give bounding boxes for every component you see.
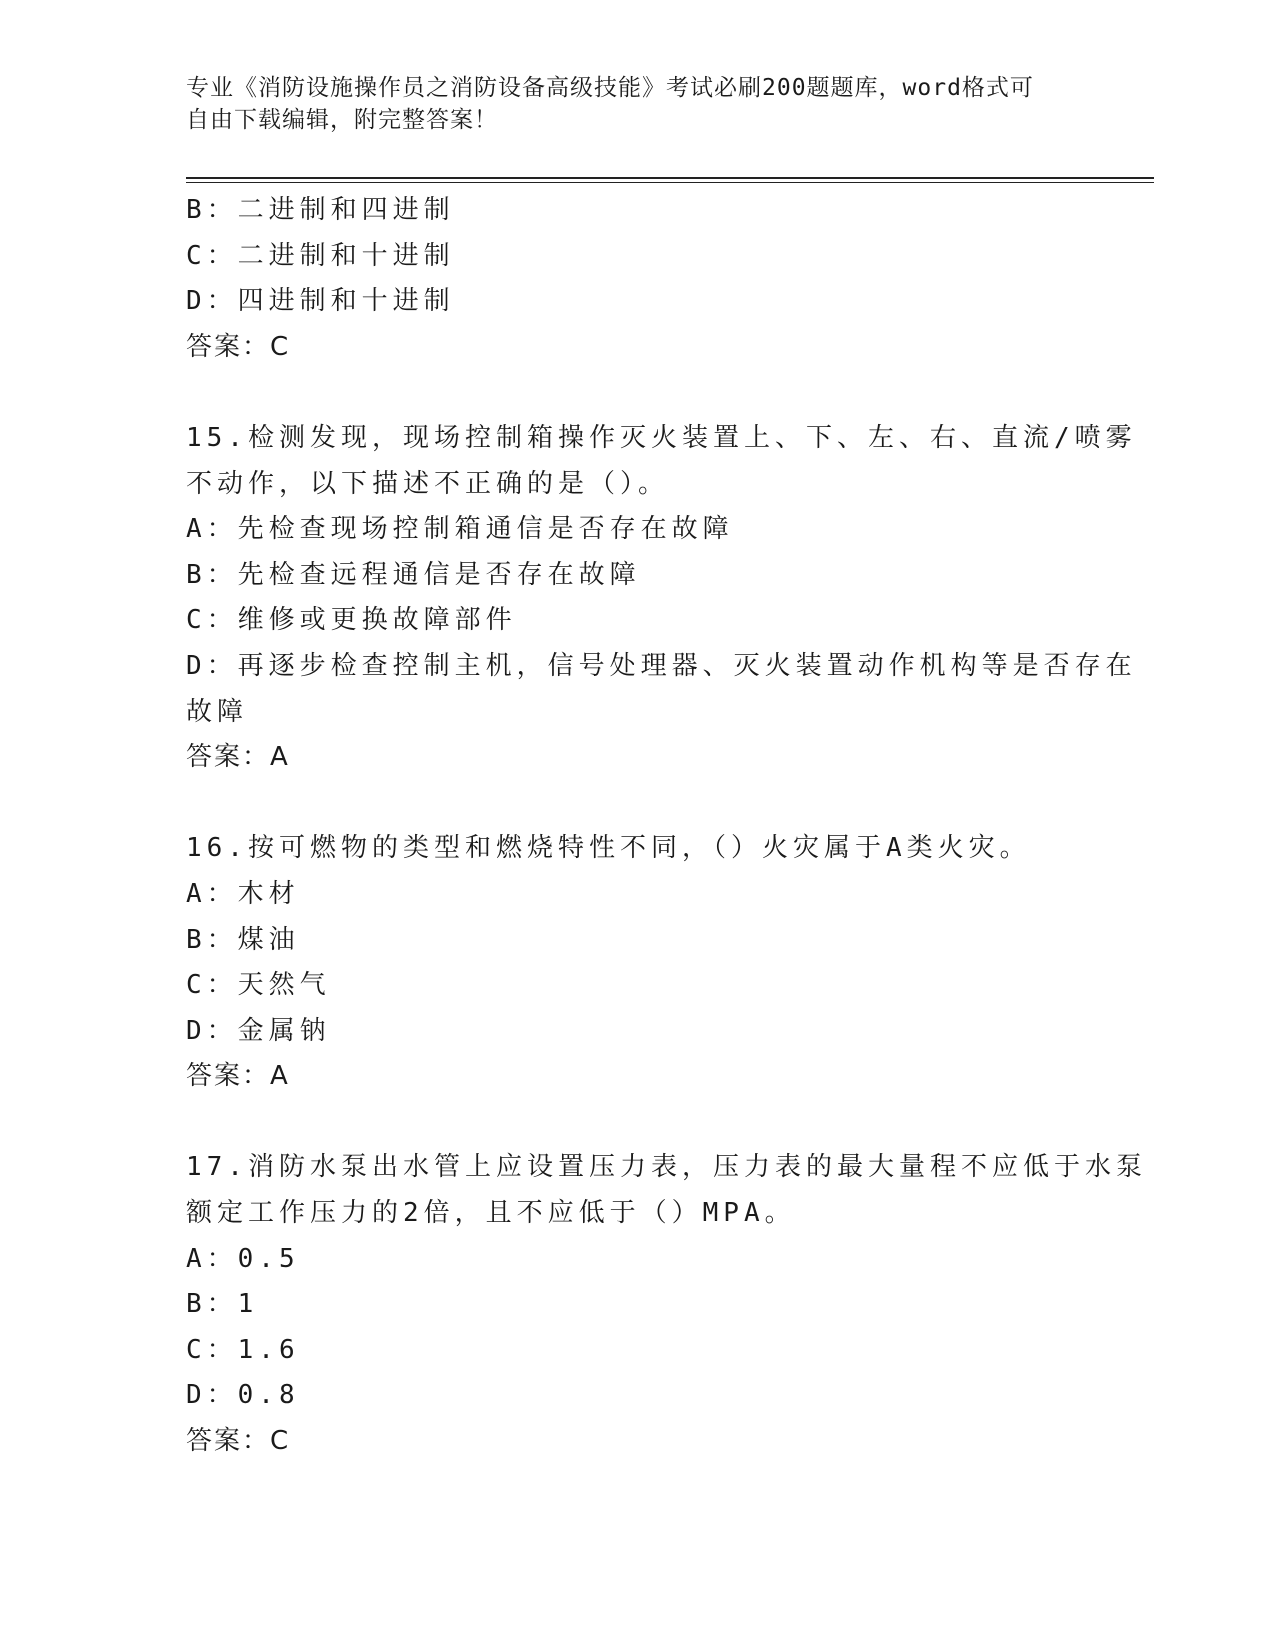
option-d: D：金属钠 (186, 1015, 331, 1046)
option-b: B：1 (186, 1289, 259, 1320)
question-15 (186, 416, 1137, 781)
header-title-line-2: 自由下载编辑，附完整答案！ (186, 107, 498, 133)
option-d: D：0.8 (186, 1380, 300, 1411)
option-a: A：0.5 (186, 1243, 300, 1274)
answer: 答案：A (186, 1061, 290, 1092)
spacer (186, 1100, 1086, 1146)
document-header (186, 72, 1066, 136)
option-b: B：二进制和四进制 (186, 195, 455, 225)
question-stem-line-2: 额定工作压力的2倍，且不应低于（）MPA。 (186, 1198, 796, 1229)
option-d: D：再逐步检查控制主机，信号处理器、灭火装置动作机构等是否存在 (186, 650, 1137, 681)
option-a: A：先检查现场控制箱通信是否存在故障 (186, 514, 734, 545)
header-title-line-1: 专业《消防设施操作员之消防设备高级技能》考试必刷200题题库，word格式可 (186, 75, 1034, 101)
option-c: C：维修或更换故障部件 (186, 605, 517, 636)
question-stem-line-1: 15.检测发现，现场控制箱操作灭火装置上、下、左、右、直流/喷雾 (186, 422, 1137, 453)
header-divider (186, 177, 1154, 183)
answer: 答案：A (186, 742, 290, 773)
question-stem-line-1: 17.消防水泵出水管上应设置压力表，压力表的最大量程不应低于水泵 (186, 1152, 1147, 1183)
option-c: C：二进制和十进制 (186, 240, 455, 271)
option-c: C：天然气 (186, 970, 331, 1001)
question-list (186, 188, 1147, 1465)
question-stem: 16.按可燃物的类型和燃烧特性不同，（）火灾属于A类火灾。 (186, 833, 1031, 864)
option-a: A：木材 (186, 878, 300, 909)
option-d-continuation: 故障 (186, 696, 249, 727)
option-c: C：1.6 (186, 1334, 300, 1365)
question-17 (186, 1145, 1147, 1464)
question-16 (186, 826, 1086, 1100)
option-b: B：煤油 (186, 924, 300, 955)
answer: 答案：C (186, 331, 291, 362)
answer: 答案：C (186, 1426, 291, 1457)
option-b: B：先检查远程通信是否存在故障 (186, 559, 641, 590)
question-14 (186, 188, 1086, 370)
option-d: D：四进制和十进制 (186, 286, 455, 317)
question-stem-line-2: 不动作，以下描述不正确的是（）。 (186, 468, 670, 499)
spacer (186, 370, 1086, 416)
spacer (186, 781, 1086, 827)
